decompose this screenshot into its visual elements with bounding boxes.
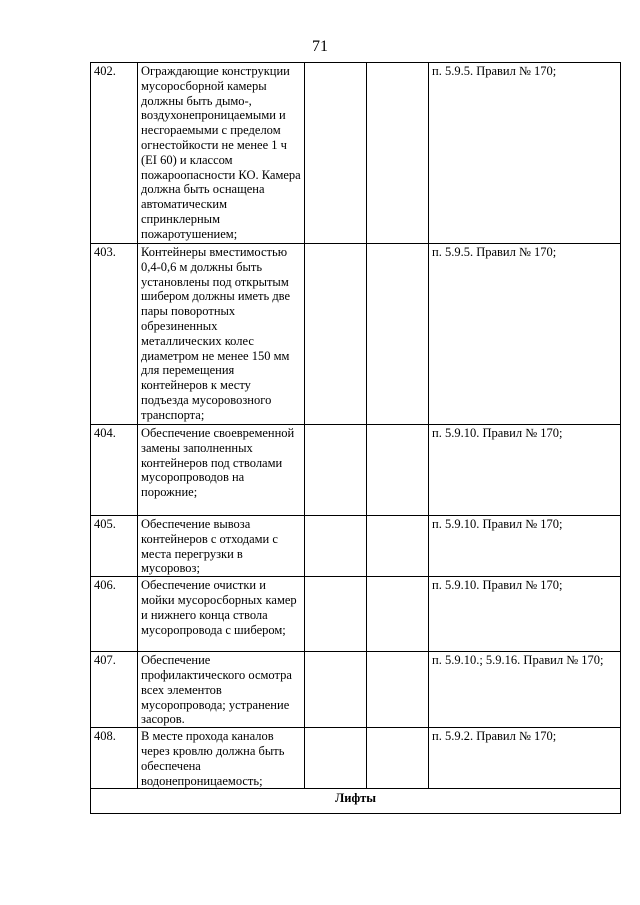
empty-cell <box>305 728 367 789</box>
legal-reference: п. 5.9.10.; 5.9.16. Правил № 170; <box>429 652 621 728</box>
empty-cell <box>367 244 429 425</box>
table-row <box>91 728 621 789</box>
empty-cell <box>367 516 429 577</box>
section-row <box>91 789 621 814</box>
table-row <box>91 577 621 652</box>
table-row <box>91 425 621 516</box>
requirement-text: Обеспечение очистки и мойки мусоросборных камер и нижнего конца ствола мусоропровода с шибером; <box>138 577 305 652</box>
empty-cell <box>367 425 429 516</box>
empty-cell <box>305 63 367 244</box>
row-number: 404. <box>91 425 138 516</box>
empty-cell <box>305 652 367 728</box>
requirement-text: Обеспечение своевременной замены заполненных контейнеров под стволами мусоропроводов на порожние; <box>138 425 305 516</box>
row-number: 406. <box>91 577 138 652</box>
requirement-text: Контейнеры вместимостью 0,4-0,6 м должны быть установлены под открытым шибером должны иметь две пары поворотных обрезиненных металлических колес диаметром не менее 150 мм для перемещения контейнеров к месту подъезда мусоровозного транспорта; <box>138 244 305 425</box>
table-row <box>91 516 621 577</box>
empty-cell <box>305 516 367 577</box>
legal-reference: п. 5.9.10. Правил № 170; <box>429 516 621 577</box>
table-row <box>91 652 621 728</box>
legal-reference: п. 5.9.5. Правил № 170; <box>429 244 621 425</box>
row-number: 407. <box>91 652 138 728</box>
legal-reference: п. 5.9.2. Правил № 170; <box>429 728 621 789</box>
requirement-text: В месте прохода каналов через кровлю должна быть обеспечена водонепроницаемость; <box>138 728 305 789</box>
row-number: 405. <box>91 516 138 577</box>
empty-cell <box>305 425 367 516</box>
empty-cell <box>367 728 429 789</box>
empty-cell <box>367 652 429 728</box>
section-heading: Лифты <box>91 789 621 814</box>
empty-cell <box>367 577 429 652</box>
requirement-text: Обеспечение профилактического осмотра всех элементов мусоропровода; устранение засоров. <box>138 652 305 728</box>
requirement-text: Ограждающие конструкции мусоросборной камеры должны быть дымо-, воздухонепроницаемыми и несгораемыми с пределом огнестойкости не менее 1 ч (EI 60) и классом пожароопасности КО. Камера должна быть оснащена автоматическим спринклерным пожаротушением; <box>138 63 305 244</box>
row-number: 408. <box>91 728 138 789</box>
empty-cell <box>305 244 367 425</box>
requirements-table <box>90 62 621 814</box>
empty-cell <box>305 577 367 652</box>
table-row <box>91 244 621 425</box>
row-number: 402. <box>91 63 138 244</box>
page-number: 71 <box>312 38 328 55</box>
table-row <box>91 63 621 244</box>
legal-reference: п. 5.9.10. Правил № 170; <box>429 577 621 652</box>
legal-reference: п. 5.9.5. Правил № 170; <box>429 63 621 244</box>
legal-reference: п. 5.9.10. Правил № 170; <box>429 425 621 516</box>
empty-cell <box>367 63 429 244</box>
row-number: 403. <box>91 244 138 425</box>
requirement-text: Обеспечение вывоза контейнеров с отходами с места перегрузки в мусоровоз; <box>138 516 305 577</box>
